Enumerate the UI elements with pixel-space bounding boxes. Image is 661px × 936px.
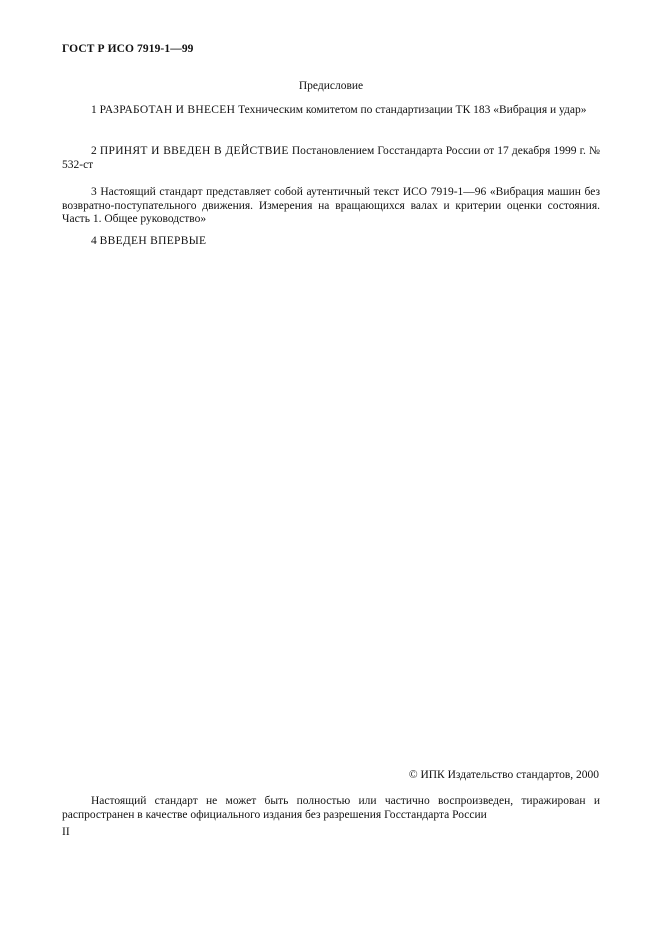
standard-code: ГОСТ Р ИСО 7919-1—99 [62, 43, 194, 55]
item-caps-text: РАЗРАБОТАН И ВНЕСЕН [99, 104, 236, 116]
item-text: Настоящий стандарт представляет собой аутентичный текст ИСО 7919-1—96 «Вибрация машин без возвратно-поступательного движения. Измерения на вращающихся валах и критерии оценки состояния. Часть 1. Общее руководство» [62, 186, 600, 226]
item-number: 4 [91, 235, 97, 247]
item-number: 3 [91, 186, 97, 198]
item-number: 1 [91, 104, 97, 116]
preface-item-3 [62, 186, 600, 227]
preface-item-2 [62, 145, 600, 172]
item-number: 2 [91, 145, 97, 157]
preface-item-4 [62, 235, 600, 249]
copyright-line: © ИПК Издательство стандартов, 2000 [408, 769, 599, 781]
page-number: II [62, 826, 70, 838]
reproduction-notice: Настоящий стандарт не может быть полностью или частично воспроизведен, тиражирован и распространен в качестве официального издания без разрешения Госстандарта России [62, 795, 600, 821]
item-caps-text: ВВЕДЕН ВПЕРВЫЕ [99, 235, 207, 247]
preface-title: Предисловие [298, 80, 364, 92]
item-text: Постановлением Госстандарта России от 17 декабря 1999 г. № 532-ст [62, 145, 601, 171]
preface-item-1 [62, 104, 600, 118]
item-caps-text: ПРИНЯТ И ВВЕДЕН В ДЕЙСТВИЕ [99, 145, 289, 157]
item-text: Техническим комитетом по стандартизации ТК 183 «Вибрация и удар» [238, 104, 587, 116]
